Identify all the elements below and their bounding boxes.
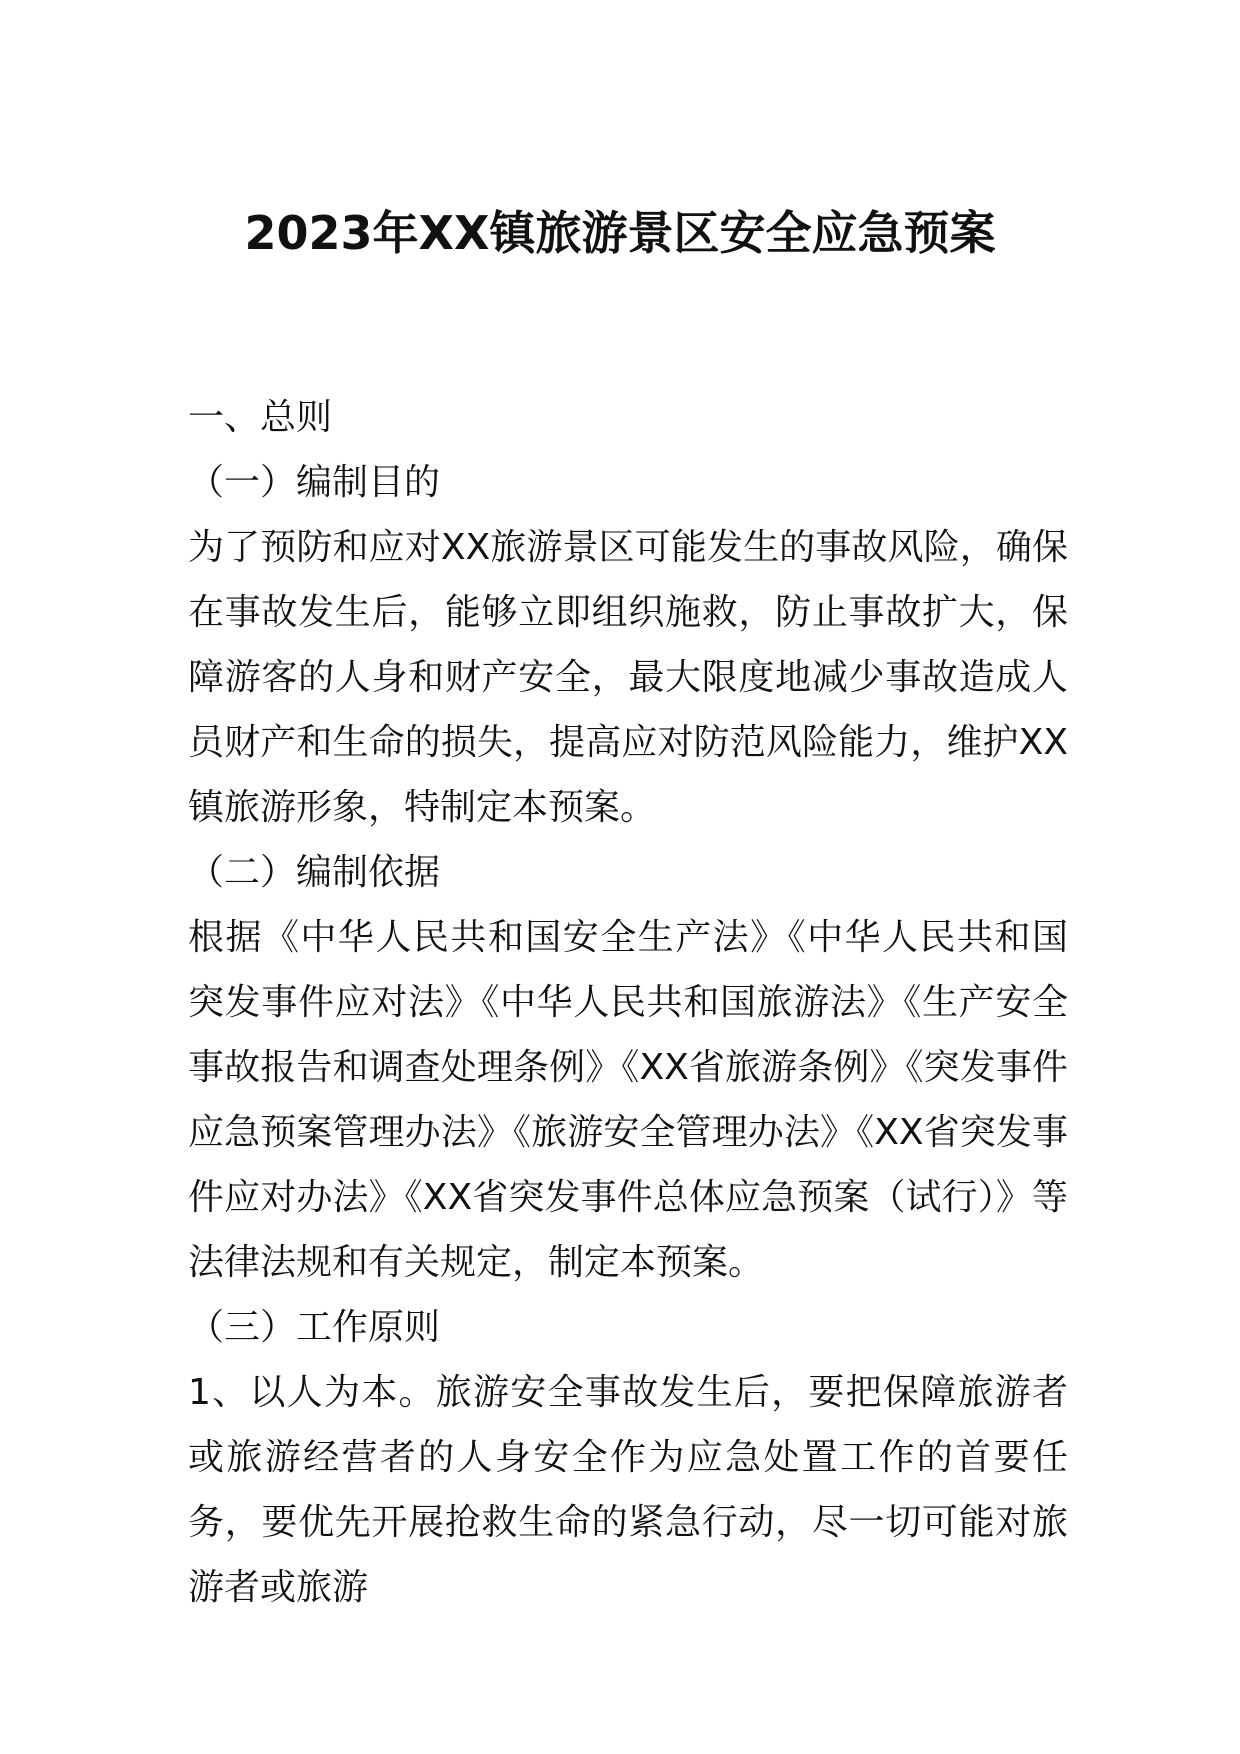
paragraph-basis: 根据《中华人民共和国安全生产法》《中华人民共和国突发事件应对法》《中华人民共和国旅游法》《生产安全事故报告和调查处理条例》《XX省旅游条例》《突发事件应急预案管理办法》《旅游安全管理办法》《XX省突发事件应对办法》《XX省突发事件总体应急预案（试行）》等法律法规和有关规定，制定本预案。 [188, 917, 1068, 1283]
subsection-heading-principles: （三）工作原则 [188, 1307, 441, 1348]
section-heading-general: 一、总则 [188, 397, 333, 438]
subsection-heading-basis: （二）编制依据 [188, 852, 441, 893]
subsection-heading-purpose: （一）编制目的 [188, 462, 441, 503]
document-title: 2023年XX镇旅游景区安全应急预案 [244, 206, 996, 260]
paragraph-principle-1: 1、以人为本。旅游安全事故发生后，要把保障旅游者或旅游经营者的人身安全作为应急处置工作的首要任务，要优先开展抢救生命的紧急行动，尽一切可能对旅游者或旅游 [188, 1372, 1068, 1608]
document-body [188, 385, 1068, 1620]
paragraph-purpose: 为了预防和应对XX旅游景区可能发生的事故风险，确保在事故发生后，能够立即组织施救，防止事故扩大，保障游客的人身和财产安全，最大限度地减少事故造成人员财产和生命的损失，提高应对防范风险能力，维护XX镇旅游形象，特制定本预案。 [188, 527, 1068, 828]
